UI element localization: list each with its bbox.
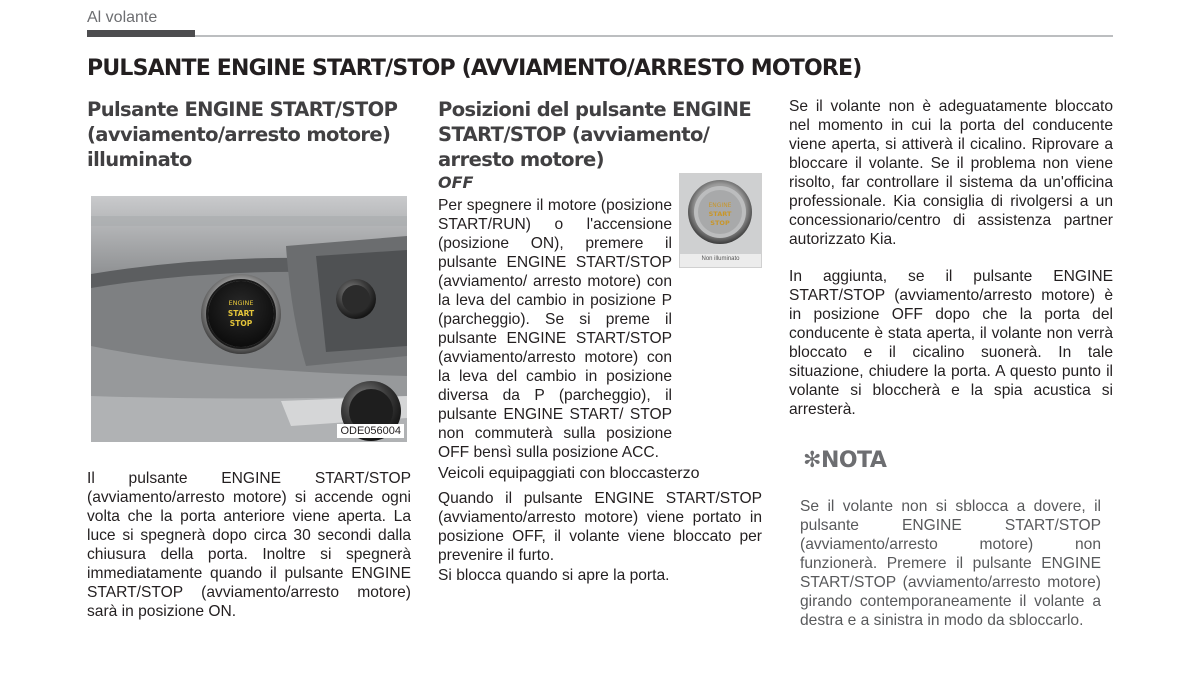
heading-illuminated-button: Pulsante ENGINE START/STOP (avviamento/arresto motore) illuminato xyxy=(87,98,398,171)
small-button-label-stop: STOP xyxy=(710,219,730,227)
photo-start-stop-button xyxy=(91,196,407,442)
text-illuminated-button: Il pulsante ENGINE START/STOP (avviamento/arresto motore) si accende ogni volta che la porta anteriore viene aperta. La luce si spegnerà dopo circa 30 secondi dalla chiusura della porta. Inoltre si spegnerà immediatamente quando il pulsante ENGINE START/STOP (avviamento/arresto motore) sarà in posizione ON. xyxy=(87,470,411,620)
small-button-illustration xyxy=(680,174,761,254)
photo-button-not-illuminated xyxy=(679,173,762,268)
note-title-text: NOTA xyxy=(820,448,887,473)
small-photo-caption: Non illuminato xyxy=(701,256,740,262)
small-button-label-start: START xyxy=(708,210,732,218)
heading-button-positions: Posizioni del pulsante ENGINE START/STOP (avviamento/ arresto motore) xyxy=(438,98,752,171)
button-label-engine: ENGINE xyxy=(228,299,254,307)
button-label-stop: STOP xyxy=(229,319,253,328)
text-steering-lock: Quando il pulsante ENGINE START/STOP (avviamento/arresto motore) viene portato in posizione OFF, il volante viene bloccato per prevenire il furto. xyxy=(438,490,762,564)
text-steering-additional: In aggiunta, se il pulsante ENGINE START/STOP (avviamento/arresto motore) è in posizione OFF dopo che la porta del conducente è stata aperta, il volante non verrà bloccato e il cicalino suonerà. In tale situazione, chiudere la porta. A questo punto il volante si bloccherà e la spia acustica si arresterà. xyxy=(789,268,1113,418)
text-steering-lock-door: Si blocca quando si apre la porta. xyxy=(438,567,670,584)
text-steering-not-locked: Se il volante non è adeguatamente bloccato nel momento in cui la porta del conducente viene aperta, si attiverà il cicalino. Riprovare a bloccare il volante. Se il problema non viene risolto, far controllare il sistema da un'officina professionale. Kia consiglia di rivolgersi a un concessionario/centro di assistenza partner autorizzato Kia. xyxy=(789,98,1113,248)
text-off-position-content: Per spegnere il motore (posizione START/RUN) o l'accensione (posizione ON), premere il pulsante ENGINE START/STOP (avviamento/ arresto motore) con la leva del cambio in posizione P (parcheggio). Se si preme il pulsante ENGINE START/STOP (avviamento/arresto motore) con la leva del cambio in posizione diversa da P (parcheggio), il pulsante ENGINE START/ STOP non commuterà sulla posizione OFF bensì sulla posizione ACC. xyxy=(438,197,672,461)
section-tab-bar xyxy=(87,30,195,37)
note-text: Se il volante non si sblocca a dovere, il pulsante ENGINE START/STOP (avviamento/arresto motore) non funzionerà. Premere il pulsante ENGINE START/STOP (avviamento/arresto motore) girando contemporaneamente il volante a destra e a sinistra in modo da sbloccarlo. xyxy=(800,498,1101,629)
note-symbol-icon: ✻ xyxy=(803,448,821,473)
page-title: PULSANTE ENGINE START/STOP (AVVIAMENTO/ARRESTO MOTORE) xyxy=(87,56,862,81)
subheading-steering-lock: Veicoli equipaggiati con bloccasterzo xyxy=(438,465,700,482)
note-title xyxy=(803,448,886,473)
text-off-position xyxy=(438,196,672,462)
section-tab: Al volante xyxy=(87,9,158,26)
small-button-label-engine: ENGINE xyxy=(708,202,732,209)
button-label-start: START xyxy=(227,309,255,318)
subheading-off: OFF xyxy=(438,173,474,192)
photo-code: ODE056004 xyxy=(337,424,404,438)
header-rule xyxy=(195,35,1113,37)
dashboard-illustration xyxy=(91,196,407,442)
